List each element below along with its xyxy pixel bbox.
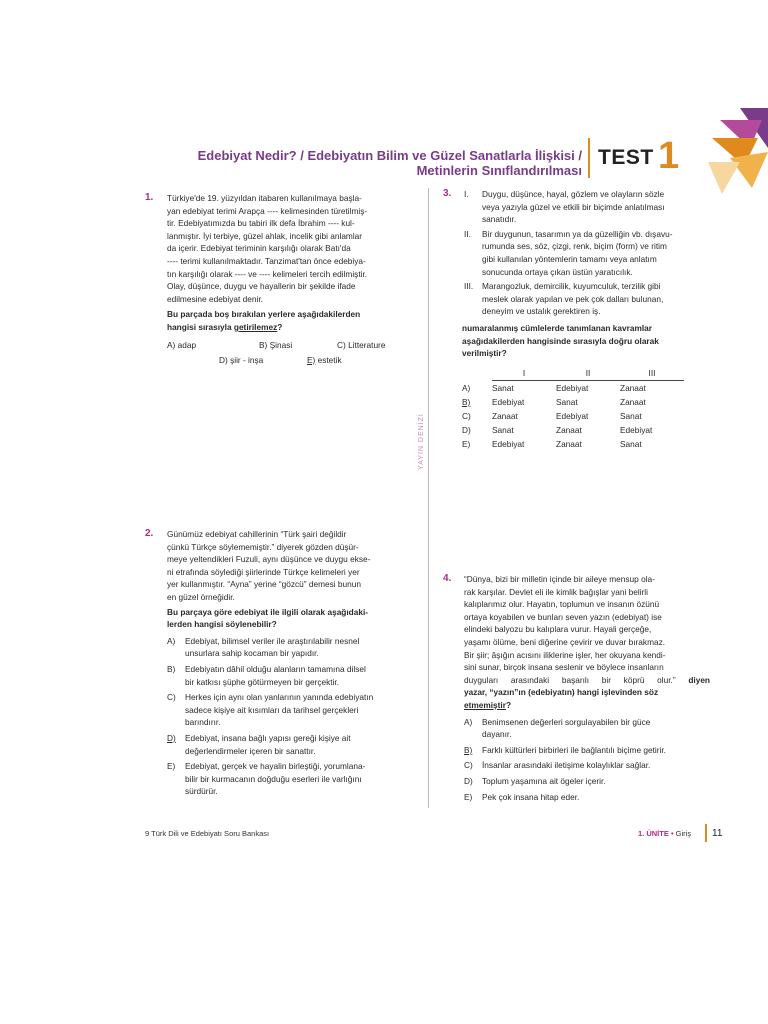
statement-text [482,280,710,318]
text-line: en güzel örneğidir. [167,591,235,602]
statement-ii [464,228,710,278]
statement-number: III. [464,281,474,292]
statement-number: II. [464,228,471,239]
option-line: Benimsenen değerleri sorgulayabilen bir güce [482,716,651,727]
text-line: tir. Edebiyatımızda bu tabiri ilk defa İbrahim ---- kul- [167,218,355,229]
prompt-line: lerden hangisi söylenebilir? [167,619,277,630]
option-letter: E) [462,439,471,449]
statement-text [482,188,710,226]
footer-unit: 1. ÜNİTE [638,829,669,838]
table-cell: Sanat [492,383,514,393]
table-header-cell: III [620,366,684,381]
text-line: tın karşılığı olarak ---- ve ---- kelimeleri tercih edilmiştir. [167,268,368,279]
option-line: bilir bir kurmacanın doğduğu eserleri ile varlığını [185,773,362,784]
option-line: Edebiyat, gerçek ve hayalin birleştiği, yorumlana- [185,761,366,772]
option-line: sürdürür. [185,786,218,797]
table-cell: Edebiyat [556,383,589,393]
option-text [482,716,710,741]
header-divider [588,138,590,178]
table-cell: Sanat [492,425,514,435]
option-e[interactable] [464,791,710,804]
table-header-cell: II [556,366,620,381]
column-divider [428,188,429,808]
table-cell: Zanaat [556,425,582,435]
text-line: edilmesine edebiyat denir. [167,293,263,304]
option-b[interactable] [259,340,292,350]
table-cell: Edebiyat [492,439,525,449]
option-b[interactable] [464,744,710,757]
prompt-line: yazar, “yazın”ın (edebiyatın) hangi işlevinden söz [464,687,659,698]
option-text [185,635,411,660]
option-line: Herkes için aynı olan yanlarının yanında edebiyatın [185,692,374,703]
question-4-options [464,716,710,804]
option-line: değerlendirmeler içeren bir sanattır. [185,745,316,756]
option-text [185,732,411,757]
option-b[interactable] [167,663,411,688]
text-line: yaşamı ölüme, beni diğerine çevirir ve duvar bırakmaz. [464,636,666,647]
option-line: Toplum yaşamına ait ögeler içerir. [482,775,606,786]
option-text: estetik [317,354,342,365]
option-line: sadece kişiye ait kısımları da tarihsel gerçekleri [185,704,359,715]
option-letter: C) [167,692,176,703]
text-line: ni etrafında söylediği şiirlerinde Türkçe kelimeleri yer [167,566,360,577]
test-label: TEST [598,146,654,169]
option-text: adap [177,339,197,350]
table-cell: Edebiyat [556,411,589,421]
option-line: Edebiyat, insana bağlı yapısı gereği kişiye ait [185,732,351,743]
table-cell: Edebiyat [620,425,653,435]
option-line: unsurlara sahip kocaman bir yapıdır. [185,648,319,659]
table-header-blank [462,366,492,381]
option-letter: E) [307,354,316,365]
footer-book-title: 9 Türk Dili ve Edebiyatı Soru Bankası [145,829,270,838]
table-row[interactable] [462,423,684,437]
text-line: Olay, düşünce, duygu ve hayallerin bir şekilde ifade [167,281,356,292]
text-line: “Dünya, bizi bir milletin içinde bir aileye mensup ola- [464,574,655,584]
option-letter: A) [167,635,176,646]
statement-line: meslek olarak yapılan ve pek çok dalları bulunan, [482,293,664,304]
option-line: Edebiyat, bilimsel veriler ile araştırılabilir nesnel [185,635,360,646]
text-line: meye yeltendikleri Fuzuli, aynı düşünce ve duygu ekse- [167,554,371,565]
statement-line: rumunda ses, söz, çizgi, renk, biçim (form) ve ritim [482,241,667,252]
option-text [482,791,710,804]
table-row[interactable] [462,381,684,396]
option-letter: B) [462,397,471,407]
table-cell: Sanat [620,439,642,449]
corner-decoration [700,108,768,198]
statement-number: I. [464,189,469,199]
footer-section-name: Giriş [675,829,692,838]
statement-i [464,188,710,226]
option-letter: E) [464,791,473,802]
option-letter: B) [167,663,176,674]
page-title-line-1: Edebiyat Nedir? / Edebiyatın Bilim ve Güzel Sanatlarla İlişkisi / [197,148,582,163]
option-letter: C) [462,411,471,421]
table-cell: Zanaat [556,439,582,449]
option-line: barındırır. [185,717,221,728]
statement-line: Marangozluk, demircilik, kuyumculuk, terzilik gibi [482,281,661,292]
question-number: 3. [443,188,452,199]
option-letter: D) [167,732,176,743]
option-text: Şinasi [269,339,293,350]
footer-divider [705,824,707,842]
text-line: elindeki balyozu bu kalıplara vurur. Hayali gerçeğe, [464,624,652,635]
table-cell: Zanaat [620,397,646,407]
prompt-underlined: getirilemez [233,321,278,332]
option-line: Edebiyatın dâhil olduğu alanların tamamına dilsel [185,663,366,674]
question-2-options [167,635,411,798]
prompt-text: ? [505,699,512,710]
option-letter: A) [464,716,473,727]
option-text [185,691,411,729]
option-letter: C) [337,339,346,350]
statement-line: sanatıdır. [482,214,517,225]
prompt-text: diyen [688,674,710,685]
option-letter: B) [259,339,268,350]
prompt-text: ? [277,321,283,332]
text-line: kalıplarımız olur. Hayatın, toplumun ve insanın özünü [464,599,660,610]
publisher-side-label: YAYIN DENİZİ [418,413,425,470]
question-number: 2. [145,528,154,539]
text-line: ortaya koyabilen ve bunları seven yazın (edebiyat) ise [464,611,662,622]
prompt-line [167,321,411,334]
text-line: Türkiye'de 19. yüzyıldan itabaren kullanılmaya başla- [167,193,362,203]
option-letter: C) [464,760,473,771]
option-text [482,744,710,757]
question-4 [464,573,710,803]
table-cell: Edebiyat [492,397,525,407]
statement-line: Duygu, düşünce, hayal, gözlem ve olayların sözle [482,189,665,199]
table-cell: Sanat [556,397,578,407]
question-2 [167,528,411,798]
prompt-underlined: etmemiştir [464,699,506,710]
text-line: ---- terimi kullanılmaktadır. Tanzimat'tan önce edebiya- [167,255,366,266]
option-c[interactable] [464,759,710,772]
text-line: sini sunar, birçok insana seslenir ve böylece insanların [464,662,664,673]
footer-section [638,829,691,838]
option-text: şiir - inşa [230,354,264,365]
statement-line: deneyim ve ustalık gerektiren iş. [482,306,601,317]
option-d[interactable] [167,732,411,757]
text-line [464,674,710,687]
option-c[interactable] [167,691,411,729]
prompt-line: Bu parçaya göre edebiyat ile ilgili olarak aşağıdaki- [167,606,369,617]
statement-line: Bir duygunun, tasarımın ya da güzelliğin vb. dışavu- [482,228,673,239]
text-line: Günümüz edebiyat cahillerinin “Türk şairi değildir [167,529,347,539]
page-title-line-2: Metinlerin Sınıflandırılması [416,163,582,178]
question-4-text [464,573,710,712]
test-number: 1 [658,135,680,177]
text-line: yan edebiyat terimi Arapça ---- kelimesinden türetilmiş- [167,205,368,216]
answer-table [462,366,684,451]
option-a[interactable] [464,716,710,741]
table-cell: Zanaat [492,411,518,421]
question-2-prompt [167,606,411,631]
question-number: 1. [145,192,154,203]
option-line: dayanır. [482,729,512,740]
question-3-prompt [462,322,710,360]
option-d[interactable] [464,775,710,788]
option-letter: D) [219,354,228,365]
option-letter: D) [464,775,473,786]
table-row[interactable] [462,395,684,409]
text-segment: duyguları arasındaki başarılı bir köprü olur.” [464,674,676,685]
table-row[interactable] [462,437,684,451]
table-row[interactable] [462,409,684,423]
page-title [170,148,582,178]
option-line: Farklı kültürleri birbirleri ile bağlantılı biçime getirir. [482,744,666,755]
option-d[interactable] [219,355,263,365]
option-text [482,759,710,772]
option-text [482,775,710,788]
statement-line: sonucunda ortaya çıkan üstün yaratıcılık. [482,266,633,277]
option-letter: D) [462,425,471,435]
footer-bullet: • [670,829,674,838]
question-2-text [167,528,411,604]
option-a[interactable] [167,340,196,350]
prompt-line: Bu parçada boş bırakılan yerlere aşağıdakilerden [167,309,361,320]
option-e[interactable] [167,760,411,798]
text-line: çünkü Türkçe söylememiştir.” diyerek gözden düşür- [167,541,359,552]
question-1 [167,192,411,374]
option-letter: A) [167,339,176,350]
question-1-options [167,340,411,374]
text-line: da içerir. Edebiyat teriminin karşılığı olarak Batı'da [167,243,351,254]
option-letter: A) [462,382,471,393]
option-c[interactable] [337,340,385,350]
statement-line: gibi kullanılan yöntemlerin tamamı veya anlatım [482,253,657,264]
statement-iii [464,280,710,318]
option-text: Litterature [348,339,386,350]
option-letter: E) [167,761,176,772]
option-e[interactable] [307,355,342,365]
option-a[interactable] [167,635,411,660]
question-number: 4. [443,573,452,584]
option-line: İnsanlar arasındaki iletişime kolaylıklar sağlar. [482,760,651,771]
page-number: 11 [712,828,723,839]
table-cell: Sanat [620,411,642,421]
table-cell: Zanaat [620,383,646,393]
prompt-line: aşağıdakilerden hangisinde sırasıyla doğru olarak [462,335,659,346]
option-line: Pek çok insana hitap eder. [482,791,580,802]
question-1-text [167,192,411,305]
question-1-prompt [167,308,411,333]
prompt-line: verilmiştir? [462,348,507,359]
text-line: yer kullanmıştır. “Ayna” yerine “gözcü” demesi bunun [167,579,361,590]
text-line: rak karşılar. Devlet eli ile kimlik bağışlar yani belirli [464,586,648,597]
option-text [185,760,411,798]
statement-text [482,228,710,278]
prompt-text: hangisi sırasıyla [167,321,234,332]
option-letter: B) [464,744,473,755]
table-header-cell: I [492,366,556,381]
prompt-line: numaralanmış cümlelerde tanımlanan kavramlar [462,322,652,333]
text-line: Bir şiir; âşığın acısını iliklerine işler, her okuyana kendi- [464,649,666,660]
text-line: lanmıştır. İyi terbiye, güzel ahlak, incelik gibi anlamlar [167,230,363,241]
option-text [185,663,411,688]
question-3 [464,188,710,360]
prompt-line [464,699,710,712]
option-line: bir katkısı şüphe götürmeyen bir gerçektir. [185,676,340,687]
table-header-row [462,366,684,381]
statement-line: veya yazıyla güzel ve etkili bir biçimde anlatılması [482,201,665,212]
